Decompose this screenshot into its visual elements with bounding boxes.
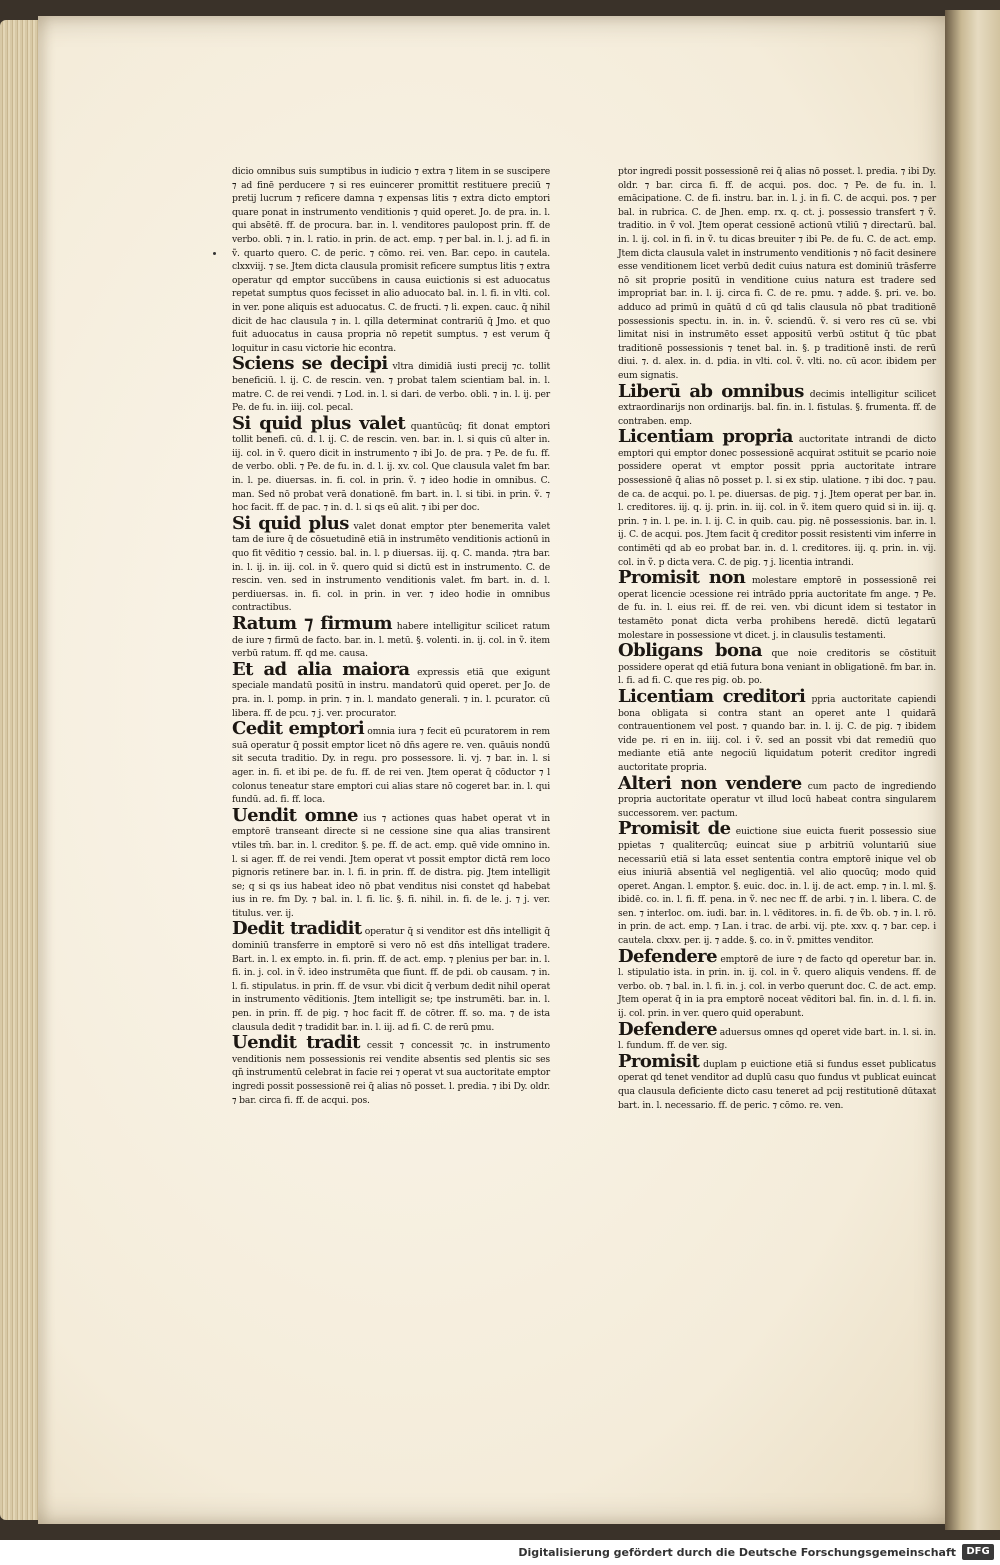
gloss-entry (618, 428, 936, 569)
lemma-heading: Uendit tradit (232, 1032, 360, 1054)
lemma-heading: Cedit emptori (232, 718, 365, 740)
gloss-text: ius ⁊ actiones quas habet operat vt in emptorē transeant directe si ne cessione sine qua alias transirent vtiles tm̄. bar. in. l. creditor. §. pe. ff. de act. emp. quē vide omnino in. l. si ager. ff. de rei vendi. Jtem operat vt possit emptor dictā rem loco pignoris retinere bar. in. l. fi. in prin. ff. de distra. pig. Jtem intelligit se; q si qs ius habeat ideo nō pbat venditus nisi constet qd habebat ius in re. fm Dy. ⁊ bal. in. l. fi. lic. §. fi. nihil. in. fi. de le. j. ⁊ j. ver. titulus. ver. ij. (232, 812, 550, 919)
gloss-text: cum pacto de ingrediendo propria auctoritate operatur vt illud locū habeat contra singularem successorem. ver. pactum. (618, 780, 936, 819)
gloss-entry (232, 720, 550, 807)
gloss-entry (618, 1050, 936, 1112)
lemma-heading: Liberū ab omnibus (618, 380, 804, 402)
gloss-entry (618, 820, 936, 947)
lemma-heading: Alteri non vendere (618, 772, 802, 794)
gloss-text: vltra dimidiā iusti precij ⁊c. tollit beneficiū. l. ij. C. de rescin. ven. ⁊ probat talem scientiam bal. in. l. matre. C. de rei vendi. ⁊ Lod. in. l. si dari. de verbo. obli. ⁊ in. l. ij. per Pe. de fu. in. iiij. col. pecal. (232, 361, 550, 414)
gloss-text: habere intelligitur scilicet ratum de iure ⁊ firmū de facto. bar. in. l. metū. §. volenti. in. ij. col. in ṽ. item verbū ratum. ff. qd me. causa. (232, 621, 550, 660)
gloss-text: ppria auctoritate capiendi bona obligata si contra stant an operet ante l quidarā contrauentionem vel post. ⁊ quando bar. in. l. ij. C. de pig. ⁊ ibidem vide pe. ri en in. iiij. col. i ṽ. sed an possit vbi dat remediū quo mediante etiā ante negociū liquidatum poterit creditor ingredi auctoritate propria. (618, 693, 936, 773)
gloss-entry (232, 804, 550, 921)
gloss-text: expressis etiā que exigunt speciale mandatū positū in instru. mandatorū quid operet. per Jo. de pra. in. l. pomp. in prin. ⁊ in. l. mandato generali. ⁊ in. l. pcurator. cū libera. ff. de pcu. ⁊ j. ver. procurator. (232, 666, 550, 719)
lemma-heading: Obligans bona (618, 640, 762, 662)
lemma-heading: Promisit (618, 1050, 700, 1072)
lemma-heading: Et ad alia maiora (232, 658, 410, 680)
gloss-entry (232, 615, 550, 661)
gloss-text: aduersus omnes qd operet vide bart. in. l. si. in. l. fundum. ff. de ver. sig. (618, 1026, 936, 1052)
lemma-heading: Defendere (618, 945, 717, 967)
gloss-text: euictione siue euicta fuerit possessio siue ppietas ⁊ qualitercūq; euincat siue p arbitriū voluntariū siue necessariū etiā si lata esset sententia contra emptorē inique vel ob eius iniuriā absentiā vel negligentiā. vel alio quocūq; modo quid operet. Angan. l. emptor. §. euic. doc. in. l. ij. de act. emp. ⁊ in. l. ml. §. ibidē. co. in. l. fi. ff. pena. in ṽ. nec nec ff. de arbi. ⁊ in. l. libera. C. de sen. ⁊ interloc. om. iudi. bar. in. l. vēditores. in. fi. de ṽb. ob. ⁊ in. l. rō. in prin. de act. emp. ⁊ Lan. i trac. de arbi. vij. pte. xxv. q. ⁊ bar. cep. i cautela. clxxv. per. ij. ⁊ adde. §. co. in ṽ. pmittes venditor. (618, 826, 936, 947)
gloss-text: decimis intelligitur scilicet extraordinarijs non ordinarijs. bal. fin. in. l. fistulas. §. frumenta. ff. de contraben. emp. (618, 388, 936, 427)
gloss-entry (618, 685, 936, 775)
dfg-logo: DFG (962, 1544, 994, 1560)
page-edges (0, 20, 42, 1520)
gloss-text: cessit ⁊ concessit ⁊c. in instrumento venditionis nem possessionis rei vendite absentis sed plentis sic ses qn̄ instrumentū celebrat in facie rei ⁊ operat vt sua auctoritate emptor ingredi possit possessionē rei q̄ alias nō posset. l. predia. ⁊ ibi Dy. oldr. ⁊ bar. circa fi. ff. de acqui. pos. (232, 1040, 550, 1106)
gloss-text: molestare emptorē in possessionē rei operat licencie ɔcessione rei intrādo ppria auctoritate fm ange. ⁊ Pe. de fu. in. l. eius rei. ff. de rei. ven. vbi dicunt idem si testator in testamēto ponat dicta verba prohibens heredē. dictū legatarū molestare in possessione vt dicet. j. in clausulis testamenti. (618, 575, 936, 641)
gloss-entry (232, 1034, 550, 1107)
lemma-heading: Promisit non (618, 567, 746, 589)
gloss-text: quantūcūq; fit donat emptori tollit benefi. cū. d. l. ij. C. de rescin. ven. bar. in. l. si quis cū alter in. iij. col. in ṽ. quero dicit in instrumento ⁊ ibi Jo. de pra. ⁊ Pe. de fu. ff. de verbo. obli. ⁊ Pe. de fu. in. d. l. ij. xv. col. Que clausula valet fm bar. in. l. pe. diuersas. in. fi. col. in prin. ṽ. ⁊ ideo hodie in omnibus. C. man. Sed nō probat verā donationē. fm bart. in. l. si tibi. in prin. ṽ. ⁊ hoc facit. ff. de pac. ⁊ in. d. l. si qs eū alit. ⁊ ibi per doc. (232, 420, 550, 514)
lemma-heading: Si quid plus (232, 512, 349, 534)
funding-credit: Digitalisierung gefördert durch die Deutsche Forschungsgemeinschaft (518, 1546, 956, 1559)
gloss-entry (618, 380, 936, 429)
ink-mark (213, 252, 216, 255)
gloss-entry (232, 512, 550, 615)
lemma-heading: Promisit de (618, 818, 731, 840)
left-intro: dicio omnibus suis sumptibus in iudicio ⁊ extra ⁊ litem in se suscipere ⁊ ad finē perducere ⁊ si res euincerer promittit restituere preciū ⁊ pretij lucrum ⁊ reficere damna ⁊ expensas litis ⁊ extra dicto emptori quare ponat in instrumento venditionis ⁊ quid operet. Jo. de pra. in. l. qui absētē. ff. de procura. bar. in. l. venditores paulopost prin. ff. de verbo. obli. ⁊ in. l. ratio. in prin. de act. emp. ⁊ per bal. in. l. j. ad fi. in ṽ. quarto quero. C. de peric. ⁊ cōmo. rei. ven. Bar. cepo. in cautela. clxxviij. ⁊ se. Jtem dicta clausula promisit reficere sumptus litis ⁊ extra operatur qd emptor succūbens in causa euictionis si est aduocatus repetat sumptus quos fecisset in alio aduocato bal. in. l. fi. in vlti. col. in ver. pone aliquis est aduocatus. C. de fructi. ⁊ li. expen. cauc. q̄ nihil dicit de hac clausula ⁊ in. l. qilla determinat contrariū q̄ Jmo. et quo fuit aduocatus in causa propria nō repetit sumptus. ⁊ est verum q̄ loquitur in casu victorie hic econtra. (232, 166, 550, 354)
next-page-edge (945, 10, 1000, 1530)
lemma-heading: Licentiam creditori (618, 685, 806, 707)
right-intro: ptor ingredi possit possessionē rei q̄ alias nō posset. l. predia. ⁊ ibi Dy. oldr. ⁊ bar. circa fi. ff. de acqui. pos. doc. ⁊ Pe. de fu. in. l. emācipatione. C. de fi. instru. bar. in. l. j. in fi. C. de acqui. pos. ⁊ per bal. in rubrica. C. de Jhen. emp. rx. q. ct. j. possessio transfert ⁊ ṽ. traditio. in ṽ vol. Jtem operat cessionē actionū vtiliū ⁊ directarū. bal. in. l. ij. col. in fi. in ṽ. tu dicas breuiter ⁊ ibi Pe. de fu. C. de act. emp. Jtem dicta clausula valet in instrumento venditionis ⁊ nō facit desinere esse venditionem licet verbū dedit cuius natura est dominiū trāsferre nō sit proprie positū in venditione cuius natura est tradere sed impropriat bar. in. l. ij. circa fi. C. de re. pmu. ⁊ adde. §. pri. ve. bo. adduco ad primū in quātū d cū qd talis clausula nō pbat traditionē possessionis spectu. in. in. in. ṽ. sciendū. ṽ. si vero res cū se. vbi limitat nisi in instrumēto esset appositū verbū ɔstitut q̄ tūc pbat traditionē possessionis ⁊ tenet bal. in. §. p traditionē insti. de rerū diui. ⁊. d. alex. in. d. pdia. in vlti. col. ṽ. vlti. no. cū acor. ibidem per eum signatis. (618, 166, 936, 381)
gloss-entry (618, 1018, 936, 1053)
gloss-entry (232, 412, 550, 515)
gloss-text: omnia iura ⁊ fecit eū pcuratorem in rem suā operatur q̄ possit emptor licet nō dn̄s agere re. ven. quāuis nondū sit secuta traditio. Dy. in regu. pro possessore. li. vj. ⁊ bar. in. l. si ager. in. fi. et ibi pe. de fu. ff. de rei ven. Jtem operat q̄ cōductor ⁊ l colonus teneatur stare emptori cui alias stare nō cogeret bar. in. l. qui fundū. ad. fi. ff. loca. (232, 726, 550, 806)
lemma-heading: Si quid plus valet (232, 412, 406, 434)
gloss-entry (232, 920, 550, 1034)
lemma-heading: Ratum ⁊ firmum (232, 613, 392, 634)
footer-bar (0, 1540, 1000, 1565)
lemma-heading: Licentiam propria (618, 426, 793, 448)
gloss-entry (232, 355, 550, 414)
gloss-text: emptorē de iure ⁊ de facto qd operetur bar. in. l. stipulatio ista. in prin. in. ij. col. in ṽ. quero aliquis vendens. ff. de verbo. ob. ⁊ bal. in. l. fi. in. j. col. in verbo querunt doc. C. de act. emp. Jtem operat q̄ in ia pra emptorē noceat vēditori bal. fin. in. d. l. fi. in. ij. col. prin. in ver. quero quid operabunt. (618, 953, 936, 1020)
lemma-heading: Uendit omne (232, 804, 358, 826)
lemma-heading: Dedit tradidit (232, 918, 362, 940)
left-column (232, 165, 550, 1107)
gloss-text: duplam p euictione etiā si fundus esset publicatus operat qd tenet venditor ad duplū casu quo fundus vt publicat euincat qua clausula deficiente dicto casu teneret ad pcij restitutionē dūtaxat bart. in. l. necessario. ff. de peric. ⁊ cōmo. re. ven. (618, 1058, 936, 1111)
gloss-entry (232, 658, 550, 720)
gloss-text: que noie creditoris se cōstituit possidere operat qd etiā futura bona veniant in obligationē. fm bar. in. l. fi. ad fi. C. que res pig. ob. po. (618, 648, 936, 687)
gloss-entry (618, 945, 936, 1021)
gloss-entry (618, 569, 936, 642)
gloss-text: valet donat emptor pter benemerita valet tam de iure q̄ de cōsuetudinē etiā in instrumēto venditionis actionū in quo fit vēditio ⁊ cessio. bal. in. l. p diuersas. iij. q. C. manda. ⁊tra bar. in. l. ij. in. iij. col. in ṽ. quero quid si dictū est in instrumento. C. de rescin. ven. sed in instrumento venditionis valet. fm bart. in. d. l. perdiuersas. in. fi. col. in prin. in ver. ⁊ ideo hodie in omnibus contractibus. (232, 520, 550, 614)
lemma-heading: Defendere (618, 1018, 717, 1040)
gloss-entry (618, 772, 936, 821)
gloss-entry (618, 642, 936, 688)
lemma-heading: Sciens se decipi (232, 353, 388, 375)
gloss-text: auctoritate intrandi de dicto emptori qui emptor donec possessionē acquirat ɔstituit se pcario noie possidere operat vt emptor possit ppria auctoritate intrare possessionē q̄ alias nō posset p. l. si ex stip. ulatione. ⁊ ibi doc. ⁊ pau. de ca. de acqui. po. l. pe. diuersas. de pig. ⁊ j. Jtem operat per bar. in. l. creditores. iij. q. ij. prin. in. iij. col. in ṽ. item quero quid si in. iij. q. prin. ⁊ in. l. pe. in. l. ij. C. in quib. cau. pig. nē possessionis. bar. in. l. ij. C. de acqui. pos. Jtem facit q̄ creditor possit resistenti vim inferre in contimēti qd ab eo probat bar. in. d. l. creditores. iij. q. prin. in. vij. col. in ṽ. p dicta vera. C. de pig. ⁊ j. licentia intrandi. (618, 434, 936, 568)
right-column (618, 165, 936, 1112)
gloss-text: operatur q̄ si venditor est dn̄s intelligit q̄ dominiū transferre in emptorē si vero nō est dn̄s intelligat tradere. Bart. in. l. ex empto. in. fi. prin. ff. de act. emp. ⁊ plenius per bar. in. l. fi. in. j. col. in ṽ. ideo instrumēta que fiunt. ff. de pdi. ob causam. ⁊ in. l. fi. stipulatus. in prin. ff. de vsur. vbi dicit q̄ verbum dedit nihil operat in instrumento vēditionis. Jtem intelligit se; tpe instrumēti. bar. in. l. pen. in prin. ff. de pig. ⁊ hoc facit ff. de cōtrer. ff. so. ma. ⁊ de ista clausula dedit ⁊ tradidit bar. in. l. iij. ad fi. C. de rerū pmu. (232, 926, 550, 1033)
